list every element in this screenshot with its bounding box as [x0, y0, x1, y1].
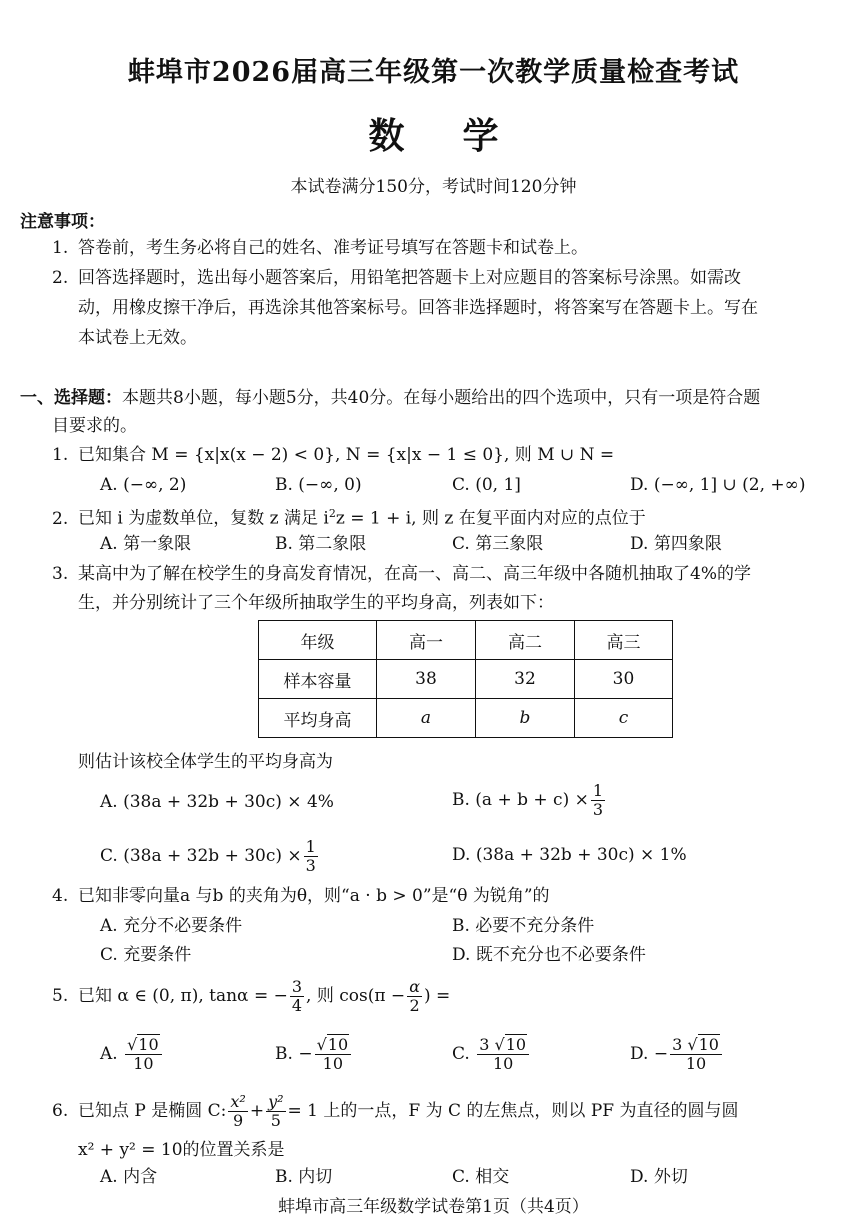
notice-item-num: 2. — [52, 268, 69, 288]
fraction-denominator: 10 — [685, 1054, 707, 1073]
question-3 — [52, 560, 751, 588]
question-4 — [52, 882, 550, 910]
fraction — [228, 1093, 247, 1130]
fraction-denominator: 9 — [233, 1111, 244, 1130]
table-cell: b — [476, 699, 575, 738]
section-1-label: 一、选择题： — [20, 388, 122, 408]
table-cell: 38 — [377, 660, 476, 699]
q5-option-a — [100, 1036, 164, 1073]
notice-item-text: 回答选择题时，选出每小题答案后，用铅笔把答题卡上对应题目的答案标号涂黑。如需改 — [78, 268, 741, 288]
q5-option-d — [630, 1036, 724, 1073]
option-text: B. (a + b + c) × — [452, 790, 589, 810]
fraction-numerator: 1 — [592, 781, 604, 800]
question-stem: 某高中为了解在校学生的身高发育情况，在高一、高二、高三年级中各随机抽取了4%的学 — [78, 564, 751, 584]
coefficient: 3 — [672, 1035, 683, 1054]
notice-item-2-line-3: 本试卷上无效。 — [78, 328, 197, 348]
radicand: 10 — [698, 1035, 719, 1054]
subject-title: 数学 — [368, 115, 557, 157]
question-number: 4. — [52, 886, 69, 906]
fraction-denominator: 2 — [409, 996, 420, 1015]
question-6 — [52, 1093, 738, 1130]
table-header-row — [259, 621, 673, 660]
fraction-numerator — [315, 1036, 352, 1055]
fraction-numerator: x² — [230, 1092, 246, 1111]
q4-option-c: C. 充要条件 — [100, 945, 192, 965]
notice-item-text: 答卷前，考生务必将自己的姓名、准考证号填写在答题卡和试卷上。 — [78, 238, 588, 258]
question-stem: 已知非零向量a 与b 的夹角为θ，则“a · b > 0”是“θ 为锐角”的 — [78, 886, 550, 906]
page-footer: 蚌埠市高三年级数学试卷第1页（共4页） — [278, 1197, 589, 1217]
q6-option-d: D. 外切 — [630, 1167, 688, 1187]
question-2 — [52, 500, 646, 533]
q5-option-b — [275, 1036, 353, 1073]
notice-heading: 注意事项： — [20, 212, 105, 232]
plus-sign: + — [249, 1101, 265, 1121]
q2-option-c: C. 第三象限 — [452, 534, 544, 554]
fraction — [407, 978, 422, 1015]
question-stem-part: 已知 i 为虚数单位，复数 z 满足 i — [78, 508, 329, 529]
q5-option-c — [452, 1036, 531, 1073]
fraction — [591, 782, 605, 819]
fraction — [266, 1093, 285, 1130]
q1-option-a: A. (−∞, 2) — [100, 475, 187, 495]
q3-option-a: A. (38a + 32b + 30c) × 4% — [100, 792, 334, 812]
fraction-denominator: 10 — [492, 1054, 514, 1073]
question-number: 1. — [52, 445, 69, 465]
fraction-numerator: 1 — [305, 837, 316, 856]
fraction-denominator: 4 — [291, 996, 303, 1015]
fraction-denominator: 10 — [133, 1054, 154, 1073]
question-stem-part: = 1 上的一点，F 为 C 的左焦点，则以 PF 为直径的圆与圆 — [287, 1101, 739, 1121]
fraction — [290, 978, 304, 1015]
sqrt-symbol: √ — [687, 1035, 698, 1054]
exponent: 2 — [328, 507, 336, 520]
table-cell: 平均身高 — [259, 699, 377, 738]
option-label: D. — [630, 1044, 649, 1064]
section-1-text-2: 目要求的。 — [52, 416, 137, 436]
q6-option-b: B. 内切 — [275, 1167, 333, 1187]
table-cell: 32 — [476, 660, 575, 699]
option-text: C. (38a + 32b + 30c) × — [100, 846, 302, 866]
fraction-denominator: 3 — [592, 800, 604, 819]
table-cell: 样本容量 — [259, 660, 377, 699]
fraction-numerator — [477, 1036, 529, 1055]
question-stem: 已知集合 M = {x|x(x − 2) < 0}, N = {x|x − 1 ≤ 0}, 则 M ∪ N = — [78, 445, 615, 465]
question-stem-part: , 则 cos(π − — [306, 986, 406, 1006]
exam-title: 蚌埠市2026届高三年级第一次教学质量检查考试 — [127, 57, 740, 88]
sqrt-symbol: √ — [316, 1035, 327, 1054]
notice-item-1 — [52, 234, 588, 262]
table-cell: 30 — [575, 660, 673, 699]
table-header-cell: 高一 — [377, 621, 476, 660]
radicand: 10 — [505, 1035, 527, 1054]
q2-option-a: A. 第一象限 — [100, 534, 192, 554]
sqrt-symbol: √ — [494, 1035, 505, 1054]
height-table — [258, 620, 673, 738]
question-number: 6. — [52, 1101, 69, 1121]
question-5 — [52, 978, 450, 1015]
fraction — [477, 1036, 529, 1073]
q1-option-b: B. (−∞, 0) — [275, 475, 362, 495]
question-3-line-2: 生，并分别统计了三个年级所抽取学生的平均身高，列表如下： — [78, 593, 554, 613]
question-stem-part: 已知 α ∈ (0, π), tanα = − — [78, 986, 288, 1006]
question-number: 2. — [52, 508, 69, 529]
table-header-cell: 高二 — [476, 621, 575, 660]
q2-option-d: D. 第四象限 — [630, 534, 722, 554]
fraction-numerator: 3 — [291, 977, 303, 996]
q1-option-d: D. (−∞, 1] ∪ (2, +∞) — [630, 475, 806, 495]
table-row — [259, 699, 673, 738]
fraction-denominator: 5 — [270, 1111, 281, 1130]
option-label: A. — [100, 1044, 118, 1064]
q4-option-b: B. 必要不充分条件 — [452, 916, 595, 936]
fraction — [670, 1036, 722, 1073]
table-row — [259, 660, 673, 699]
fraction — [304, 838, 318, 875]
table-cell: c — [575, 699, 673, 738]
fraction-numerator: α — [409, 977, 420, 996]
q1-option-c: C. (0, 1] — [452, 475, 521, 495]
q6-option-a: A. 内含 — [100, 1167, 158, 1187]
section-1-text: 本题共8小题，每小题5分，共40分。在每小题给出的四个选项中，只有一项是符合题 — [122, 388, 761, 408]
q3-option-c — [100, 838, 320, 875]
radicand: 10 — [138, 1035, 159, 1054]
minus-sign: − — [298, 1044, 313, 1064]
fraction — [315, 1036, 352, 1073]
fraction-denominator: 3 — [305, 856, 316, 875]
notice-item-2-line-2: 动，用橡皮擦干净后，再选涂其他答案标号。回答非选择题时，将答案写在答题卡上。写在 — [78, 298, 758, 318]
question-stem-part: z = 1 + i, 则 z 在复平面内对应的点位于 — [335, 508, 646, 529]
fraction-numerator — [125, 1036, 162, 1055]
fraction-denominator: 10 — [322, 1054, 344, 1073]
q2-option-b: B. 第二象限 — [275, 534, 367, 554]
section-1-heading — [20, 384, 760, 412]
fraction — [125, 1036, 162, 1073]
fraction-numerator: y² — [268, 1092, 284, 1111]
notice-item-num: 1. — [52, 238, 69, 258]
question-number: 5. — [52, 986, 69, 1006]
q3-option-d: D. (38a + 32b + 30c) × 1% — [452, 845, 687, 865]
question-stem-part: ) = — [424, 986, 451, 1006]
q6-option-c: C. 相交 — [452, 1167, 510, 1187]
fraction-numerator — [670, 1036, 722, 1055]
coefficient: 3 — [479, 1035, 490, 1054]
notice-item-2 — [52, 264, 741, 292]
q4-option-a: A. 充分不必要条件 — [100, 916, 243, 936]
table-cell: a — [377, 699, 476, 738]
sqrt-symbol: √ — [127, 1035, 138, 1054]
radicand: 10 — [327, 1035, 349, 1054]
option-label: B. — [275, 1044, 293, 1064]
question-3-prompt: 则估计该校全体学生的平均身高为 — [78, 752, 333, 772]
table-header-cell: 高三 — [575, 621, 673, 660]
table-header-cell: 年级 — [259, 621, 377, 660]
question-number: 3. — [52, 564, 69, 584]
question-6-line-2: x² + y² = 10的位置关系是 — [78, 1140, 285, 1160]
minus-sign: − — [653, 1044, 669, 1064]
question-1 — [52, 441, 614, 469]
question-stem-part: 已知点 P 是椭圆 C: — [78, 1101, 227, 1121]
exam-info: 本试卷满分150分，考试时间120分钟 — [290, 177, 577, 197]
option-label: C. — [452, 1044, 470, 1064]
q3-option-b — [452, 782, 607, 819]
q4-option-d: D. 既不充分也不必要条件 — [452, 945, 646, 965]
